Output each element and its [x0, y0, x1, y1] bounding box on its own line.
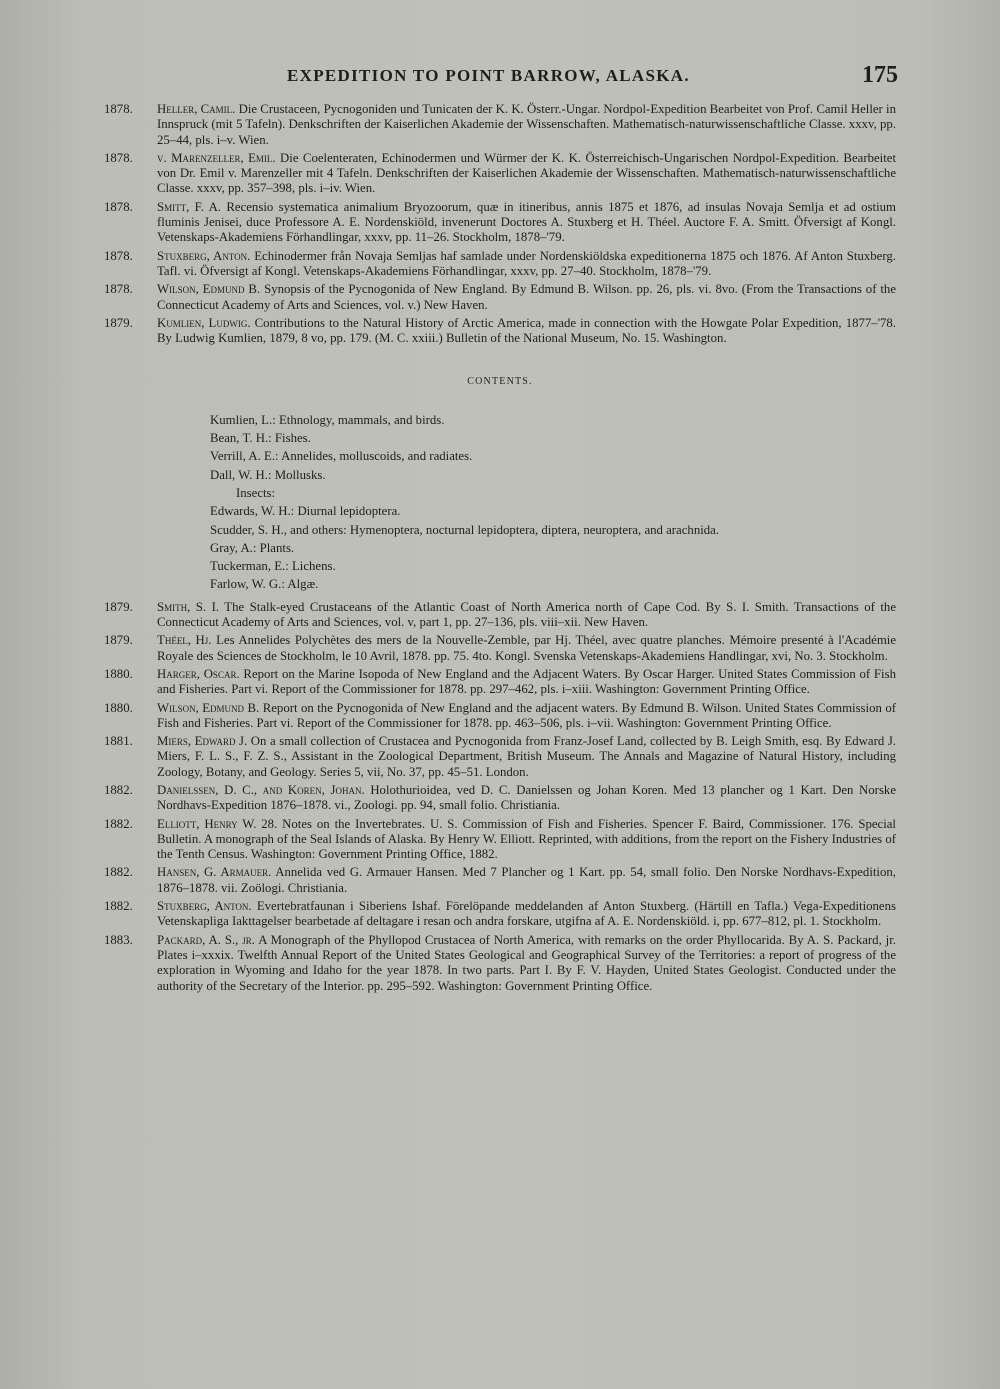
bibliography-entry [104, 200, 896, 246]
entry-author: Wilson, Edmund B. [157, 282, 261, 297]
entry-author: Elliott, Henry W. [157, 816, 257, 831]
entry-year: 1882. [104, 782, 133, 797]
entry-author: Smith, S. I. [157, 599, 220, 614]
entry-text: Holothurioidea, ved D. C. Danielssen og Johan Koren. Med 13 plancher og 1 Kart. Den Norske Nordhavs-Expedition 1876–1878. vi., Zoologi. pp. 94, small folio. Christiania. [157, 782, 896, 813]
entry-year: 1882. [104, 816, 133, 831]
entry-year: 1878. [104, 282, 133, 297]
bibliography-entry [104, 249, 896, 280]
entry-year: 1879. [104, 599, 133, 614]
bibliography-entry [104, 734, 896, 780]
bibliography-entry [104, 282, 896, 313]
entry-author: Kumlien, Ludwig. [157, 315, 251, 330]
bibliography-entry [104, 102, 896, 148]
entry-text: Evertebratfaunan i Siberiens Ishaf. Förelöpande meddelanden af Anton Stuxberg. (Härtill en Tafla.) Vega-Expeditionens Vetenskapliga Iakttagelser bearbetade af deltagare i resan och andra forskare, utgifna af A. E. Nordenskiöld. i, pp. 677–812, pl. 1. Stockholm. [157, 899, 896, 929]
entry-text: 28. Notes on the Invertebrates. U. S. Commission of Fish and Fisheries. Spencer F. Baird, Commissioner. 176. Special Bulletin. A monograph of the Seal Islands of Alaska. By Henry W. Elliott. Reprinted, with additions, from the report on the Fishery Industries of the Tenth Census. Washington: Government Printing Office, 1882. [157, 816, 896, 862]
page-header [104, 62, 896, 102]
entry-text: On a small collection of Crustacea and Pycnogonida from Franz-Josef Land, collected by B. Leigh Smith, esq. By Edward J. Miers, F. L. S., F. Z. S., Assistant in the Zoological Department, British Museum. The Annals and Magazine of Natural History, including Zoology, Botany, and Geology. Series 5, vii, No. 37, pp. 45–51. London. [157, 734, 897, 779]
entry-year: 1880. [104, 700, 133, 715]
bibliography-entry [104, 865, 896, 896]
bibliography-entry [104, 633, 896, 664]
entry-year: 1882. [104, 899, 133, 914]
entry-year: 1878. [104, 102, 133, 116]
entry-year: 1878. [104, 199, 133, 214]
entry-author: Miers, Edward J. [157, 734, 248, 749]
entry-text: Report on the Pycnogonida of New England and the adjacent waters. By Edmund B. Wilson. United States Commission of Fish and Fisheries. Part vi. Report of the Commissioner for 1878. pp. 463–506, pls. i–vii. Washington: Government Printing Office. [157, 700, 897, 730]
page-number: 175 [862, 62, 898, 88]
contents-item: Farlow, W. G.: Algæ. [210, 577, 319, 592]
entry-text: Synopsis of the Pycnogonida of New England. By Edmund B. Wilson. pp. 26, pls. vi. 8vo. (From the Transactions of the Connecticut Academy of Arts and Sciences, vol. v.) New Haven. [157, 282, 897, 312]
bibliography-entry [104, 899, 896, 930]
entry-year: 1880. [104, 666, 133, 681]
contents-item: Verrill, A. E.: Annelides, molluscoids, and radiates. [210, 449, 473, 464]
bibliography [104, 102, 896, 994]
bibliography-entry [104, 667, 896, 698]
entry-year: 1882. [104, 865, 133, 880]
entry-text: Report on the Marine Isopoda of New England and the Adjacent Waters. By Oscar Harger. United States Commission of Fish and Fisheries. Part vi. Report of the Commissioner for 1878. pp. 297–462, pls. i–xiii. Washington: Government Printing Office. [157, 666, 896, 697]
entry-text: A Monograph of the Phyllopod Crustacea of North America, with remarks on the order Phyllocarida. By A. S. Packard, jr. Plates i–xxxix. Twelfth Annual Report of the United States Geological and Geographical Survey of the Territories: a report of progress of the exploration in Wyoming and Idaho for the year 1878. In two parts. Part I. By F. V. Hayden, United States Geologist. Conducted under the authority of the Secretary of the Interior. pp. 295–592. Washington: Government Printing Office. [157, 932, 896, 993]
entry-text: Recensio systematica animalium Bryozoorum, quæ in itineribus, annis 1875 et 1876, ad insulas Novaja Semlja et ad ostium fluminis Jenisei, duce Professore A. E. Nordenskiöld, invenerunt Doctores A. Stuxberg et H. Théel. Auctore F. A. Smitt. Öfversigt af Kongl. Vetenskaps-Akademiens Förhandlingar, xxxv, pp. 11–26. Stockholm, 1878–'79. [157, 199, 896, 245]
contents-item: Dall, W. H.: Mollusks. [210, 467, 326, 482]
contents-item: Insects: [236, 485, 276, 500]
bibliography-entry [104, 600, 896, 631]
entry-author: Wilson, Edmund B. [157, 700, 260, 715]
entry-author: Danielssen, D. C., and Koren, Johan. [157, 782, 365, 797]
bibliography-entries-before [104, 102, 896, 346]
entry-year: 1883. [104, 932, 133, 947]
entry-year: 1878. [104, 150, 133, 165]
bibliography-entries-after [104, 600, 896, 994]
entry-year: 1879. [104, 633, 133, 648]
entry-text: The Stalk-eyed Crustaceans of the Atlantic Coast of North America north of Cape Cod. By S. I. Smith. Transactions of the Connecticut Academy of Arts and Sciences, vol. v, part 1, pp. 27–136, pls. viii–xii. New Haven. [157, 599, 896, 630]
contents-list [104, 411, 896, 594]
contents-item: Kumlien, L.: Ethnology, mammals, and birds. [210, 412, 445, 427]
entry-text: Die Crustaceen, Pycnogoniden und Tunicaten der K. K. Österr.-Ungar. Nordpol-Expedition Bearbeitet von Prof. Camil Heller in Innspruck (mit 5 Tafeln). Denkschriften der Kaiserlichen Akademie der Wissenschaften. Mathematisch-naturwissenschaftliche Classe. xxxv, pp. 25–44, pls. i–v. Wien. [157, 102, 896, 147]
entry-author: Smitt, F. A. [157, 199, 222, 214]
contents-heading: CONTENTS. [467, 376, 533, 388]
entry-author: Heller, Camil. [157, 102, 236, 116]
entry-author: v. Marenzeller, Emil. [157, 150, 276, 165]
bibliography-entry [104, 701, 896, 732]
bibliography-entry [104, 783, 896, 814]
entry-author: Harger, Oscar. [157, 666, 240, 681]
entry-year: 1878. [104, 248, 133, 263]
entry-author: Hansen, G. Armauer. [157, 865, 272, 880]
entry-text: Contributions to the Natural History of Arctic America, made in connection with the Howgate Polar Expedition, 1877–'78. By Ludwig Kumlien, 1879, 8 vo, pp. 179. (M. C. xxiii.) Bulletin of the National Museum, No. 15. Washington. [157, 315, 896, 346]
entry-text: Die Coelenteraten, Echinodermen und Würmer der K. K. Österreichisch-Ungarischen Nordpol-Expedition. Bearbeitet von Dr. Emil v. Marenzeller mit 4 Tafeln. Denkschriften der Kaiserlichen Akademie der Wissenschaften. Mathematisch-naturwissenschaftliche Classe. xxxv, pp. 357–398, pls. i–iv. Wien. [157, 150, 896, 196]
contents-item: Scudder, S. H., and others: Hymenoptera, nocturnal lepidoptera, diptera, neuroptera, and arachnida. [210, 522, 720, 537]
bibliography-entry [104, 316, 896, 347]
contents-item: Gray, A.: Plants. [210, 540, 295, 555]
entry-year: 1881. [104, 734, 133, 749]
entry-author: Packard, A. S., jr. [157, 932, 255, 947]
entry-author: Stuxberg, Anton. [157, 899, 252, 914]
contents-item: Tuckerman, E.: Lichens. [210, 559, 336, 574]
entry-text: Les Annelides Polychètes des mers de la Nouvelle-Zemble, par Hj. Théel, avec quatre planches. Mémoire presenté à l'Académie Royale des Sciences de Stockholm, le 10 Avril, 1878. pp. 75. 4to. Kongl. Svenska Vetenskaps-Akademiens Handlingar, xvi, No. 3. Stockholm. [157, 633, 897, 663]
entry-text: Echinodermer från Novaja Semljas haf samlade under Nordenskiöldska expeditionerna 1875 och 1876. Af Anton Stuxberg. Tafl. vi. Öfversigt af Kongl. Vetenskaps-Akademiens Förhandlingar, xxxv, pp. 27–40. Stockholm, 1878–'79. [157, 248, 896, 278]
bibliography-entry [104, 151, 896, 197]
entry-author: Stuxberg, Anton. [157, 248, 251, 263]
contents-item: Bean, T. H.: Fishes. [210, 431, 311, 446]
bibliography-entry [104, 933, 896, 994]
entry-text: Annelida ved G. Armauer Hansen. Med 7 Plancher og 1 Kart. pp. 54, small folio. Den Norske Nordhavs-Expedition, 1876–1878. vii. Zoölogi. Christiania. [157, 865, 896, 895]
bibliography-entry [104, 817, 896, 863]
entry-author: Théel, Hj. [157, 633, 212, 648]
running-title: EXPEDITION TO POINT BARROW, ALASKA. [287, 66, 690, 85]
contents-item: Edwards, W. H.: Diurnal lepidoptera. [210, 504, 401, 519]
entry-year: 1879. [104, 315, 133, 330]
